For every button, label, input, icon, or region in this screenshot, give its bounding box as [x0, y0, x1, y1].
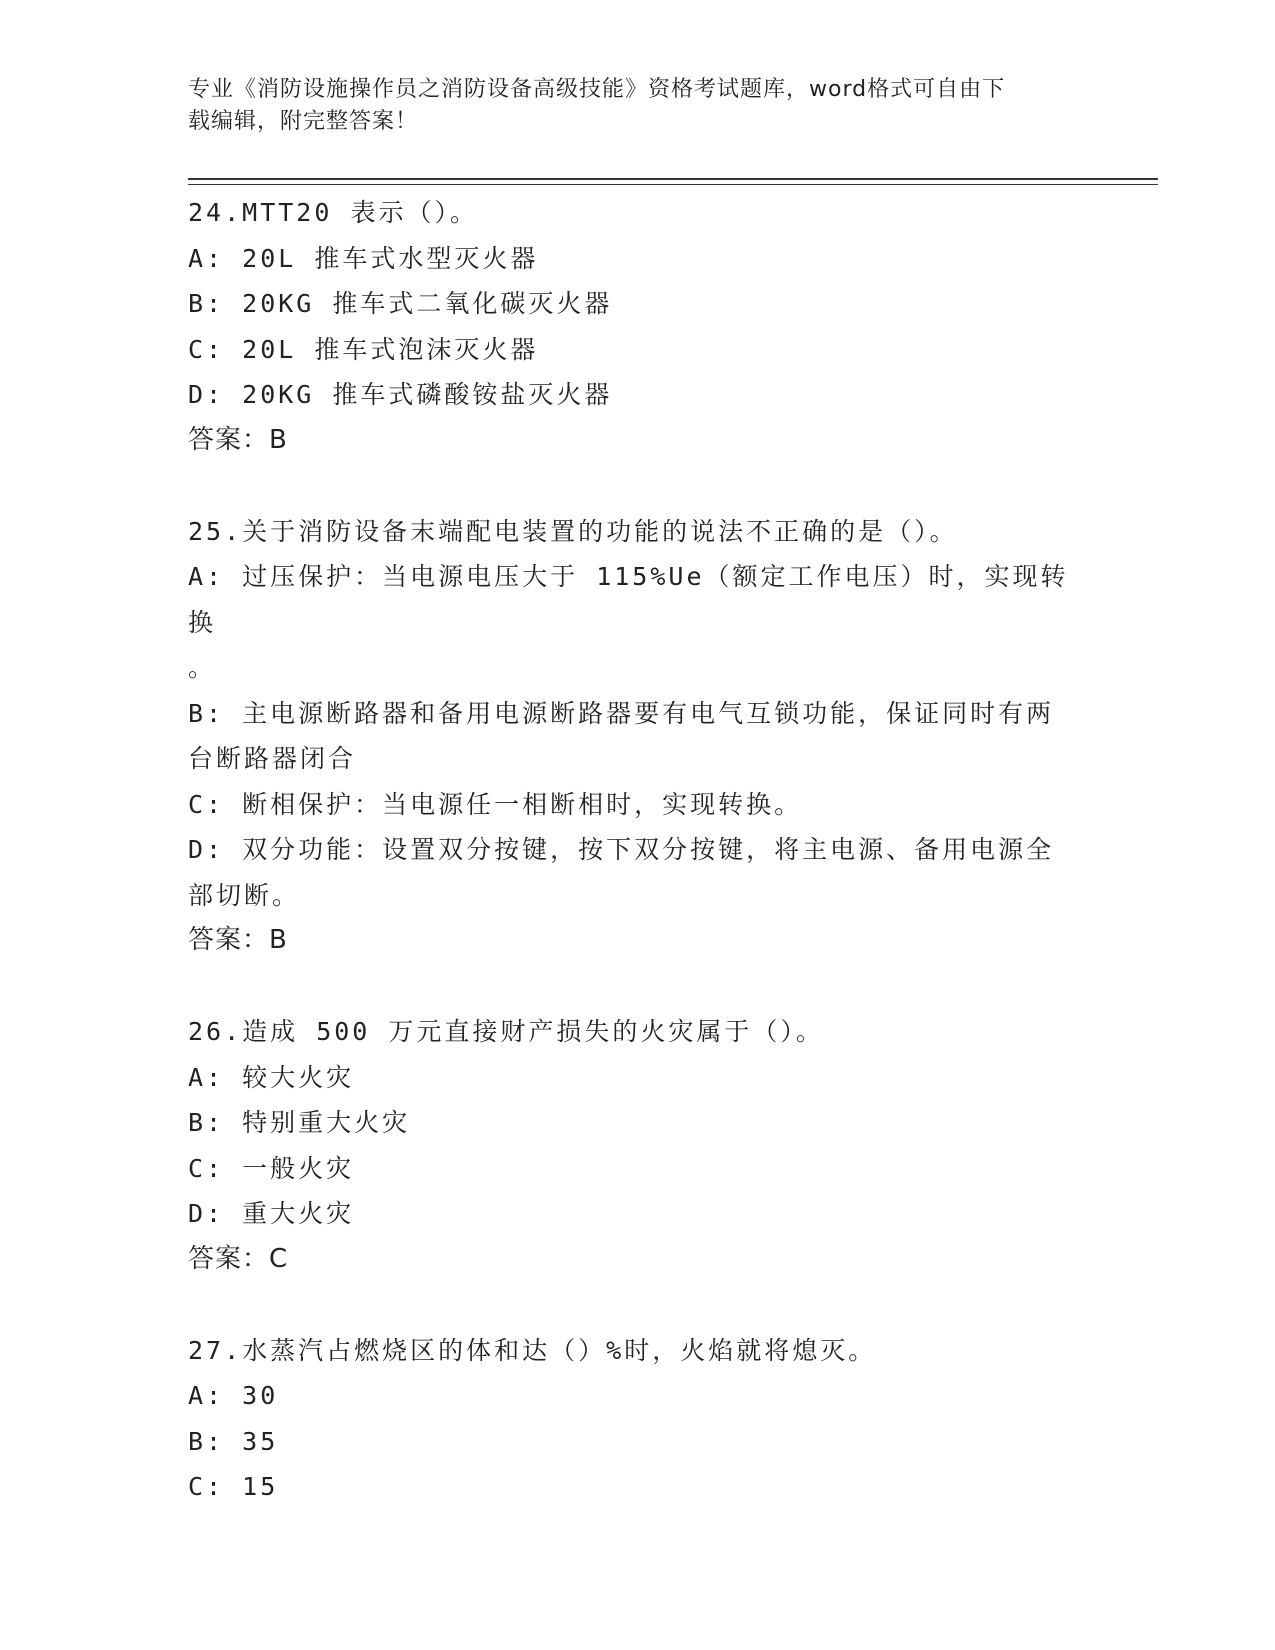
option-b: B: 特别重大火灾	[188, 1108, 411, 1137]
question-25	[188, 509, 1088, 964]
option-d: D: 重大火灾	[188, 1199, 355, 1228]
document-header	[188, 74, 1088, 138]
question-27	[188, 1328, 1088, 1510]
question-list	[188, 190, 1088, 1510]
option-a: A: 20L 推车式水型灭火器	[188, 243, 539, 273]
option-c: C: 一般火灾	[188, 1153, 355, 1183]
option-b: B: 35	[188, 1426, 279, 1456]
option-d: D: 20KG 推车式磷酸铵盐灭火器	[188, 380, 613, 409]
answer: 答案：B	[188, 925, 288, 955]
question-stem: 26.造成 500 万元直接财产损失的火灾属于（）。	[188, 1017, 824, 1046]
option-d: D: 双分功能：设置双分按键，按下双分按键，将主电源、备用电源全	[188, 835, 1055, 864]
header-divider-thick	[188, 178, 1158, 180]
header-line-1: 专业《消防设施操作员之消防设备高级技能》资格考试题库，word格式可自由下	[188, 77, 1006, 102]
option-c: C: 20L 推车式泡沫灭火器	[188, 334, 539, 364]
question-stem: 25.关于消防设备末端配电装置的功能的说法不正确的是（）。	[188, 516, 958, 546]
question-spacer	[188, 1282, 1088, 1328]
answer: 答案：B	[188, 424, 288, 455]
option-b-continued: 台断路器闭合	[188, 744, 357, 773]
option-c: C: 断相保护：当电源任一相断相时，实现转换。	[188, 789, 803, 819]
option-a: A: 较大火灾	[188, 1062, 355, 1092]
question-spacer	[188, 463, 1088, 509]
option-a: A: 过压保护：当电源电压大于 115%Ue（额定工作电压）时，实现转换	[188, 562, 1069, 637]
option-b: B: 20KG 推车式二氧化碳灭火器	[188, 289, 613, 318]
question-spacer	[188, 964, 1088, 1010]
header-divider-thin	[188, 184, 1158, 185]
header-line-2: 载编辑，附完整答案！	[188, 109, 419, 134]
option-b: B: 主电源断路器和备用电源断路器要有电气互锁功能，保证同时有两	[188, 698, 1055, 728]
question-24	[188, 190, 1088, 463]
option-d-continued: 部切断。	[188, 880, 301, 910]
question-stem: 24.MTT20 表示（）。	[188, 198, 478, 227]
question-26	[188, 1009, 1088, 1282]
option-a-continued: 。	[188, 653, 217, 682]
option-c: C: 15	[188, 1472, 279, 1501]
answer: 答案：C	[188, 1243, 289, 1274]
option-a: A: 30	[188, 1381, 279, 1410]
question-stem: 27.水蒸汽占燃烧区的体和达（）%时，火焰就将熄灭。	[188, 1335, 877, 1365]
